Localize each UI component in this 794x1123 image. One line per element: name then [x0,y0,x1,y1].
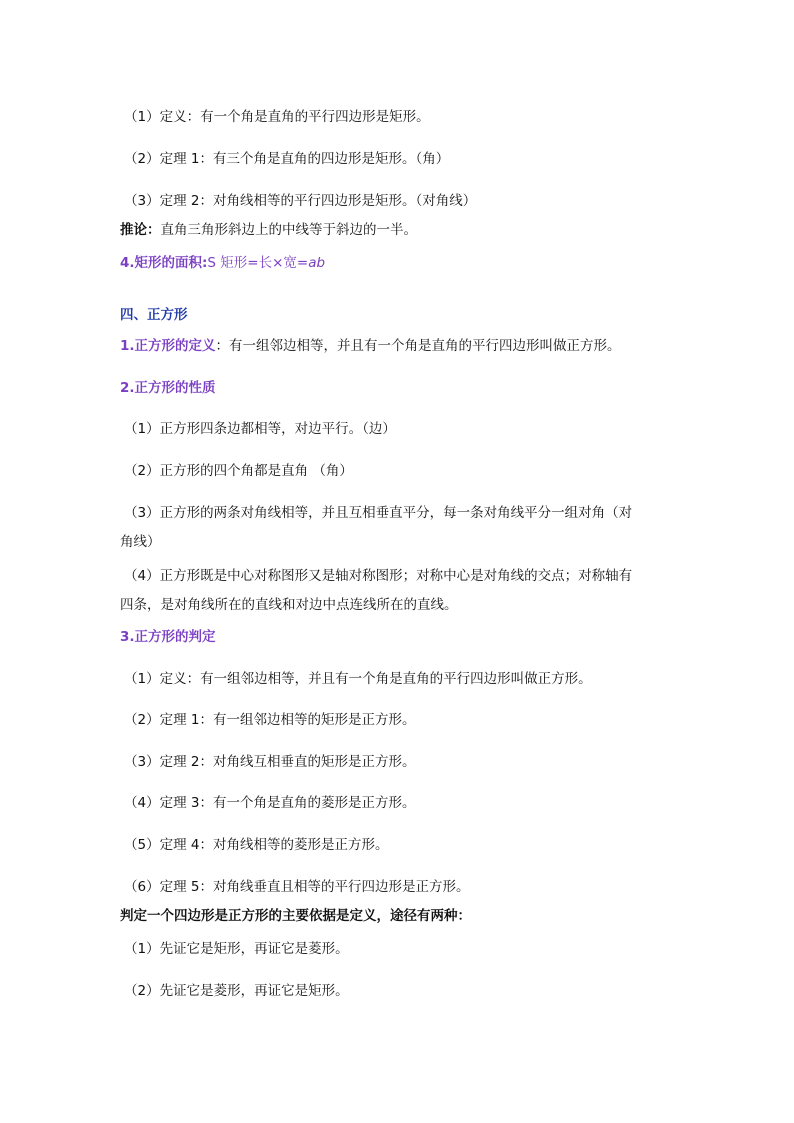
square-property-3-cont: 角线） [120,534,161,550]
square-judgement-6: （6）定理 5：对角线垂直且相等的平行四边形是正方形。 [124,879,470,895]
square-property-2: （2）正方形的四个角都是直角 （角） [124,463,353,479]
square-judgement-4: （4）定理 3：有一个角是直角的菱形是正方形。 [124,795,416,811]
corollary-text: 直角三角形斜边上的中线等于斜边的一半。 [160,222,417,238]
rect-area-formula: ab [308,255,326,271]
square-definition-label: 1.正方形的定义 [120,338,216,354]
square-property-1: （1）正方形四条边都相等，对边平行。（边） [124,421,396,437]
square-judgement-1: （1）定义：有一组邻边相等，并且有一个角是直角的平行四边形叫做正方形。 [124,671,592,687]
square-judgement-3: （3）定理 2：对角线互相垂直的矩形是正方形。 [124,754,416,770]
square-property-4-cont: 四条，是对角线所在的直线和对边中点连线所在的直线。 [120,597,458,613]
square-method-title: 判定一个四边形是正方形的主要依据是定义，途径有两种： [120,908,471,924]
square-property-3: （3）正方形的两条对角线相等，并且互相垂直平分，每一条对角线平分一组对角（对 [124,505,633,521]
square-property-4: （4）正方形既是中心对称图形又是轴对称图形；对称中心是对角线的交点；对称轴有 [124,568,633,584]
square-judgement-5: （5）定理 4：对角线相等的菱形是正方形。 [124,837,389,853]
rect-area-label: 4.矩形的面积: [120,255,208,271]
corollary-label: 推论： [120,222,161,238]
square-definition-line [120,337,621,355]
corollary-line [120,221,417,239]
rect-judgement-item-3: （3）定理 2：对角线相等的平行四边形是矩形。（对角线） [124,193,477,209]
rect-area-text: S 矩形=长×宽= [207,255,309,271]
square-method-2: （2）先证它是菱形，再证它是矩形。 [124,983,349,999]
square-method-1: （1）先证它是矩形，再证它是菱形。 [124,941,349,957]
rect-judgement-item-2: （2）定理 1：有三个角是直角的四边形是矩形。（角） [124,151,450,167]
square-definition-text: ：有一组邻边相等，并且有一个角是直角的平行四边形叫做正方形。 [215,338,621,354]
square-properties-title: 2.正方形的性质 [120,380,216,396]
square-judgement-2: （2）定理 1：有一组邻边相等的矩形是正方形。 [124,712,416,728]
rect-area-line [120,254,325,272]
section-title-square: 四、正方形 [120,307,188,323]
square-judgement-title: 3.正方形的判定 [120,629,216,645]
rect-judgement-item-1: （1）定义：有一个角是直角的平行四边形是矩形。 [124,109,430,125]
